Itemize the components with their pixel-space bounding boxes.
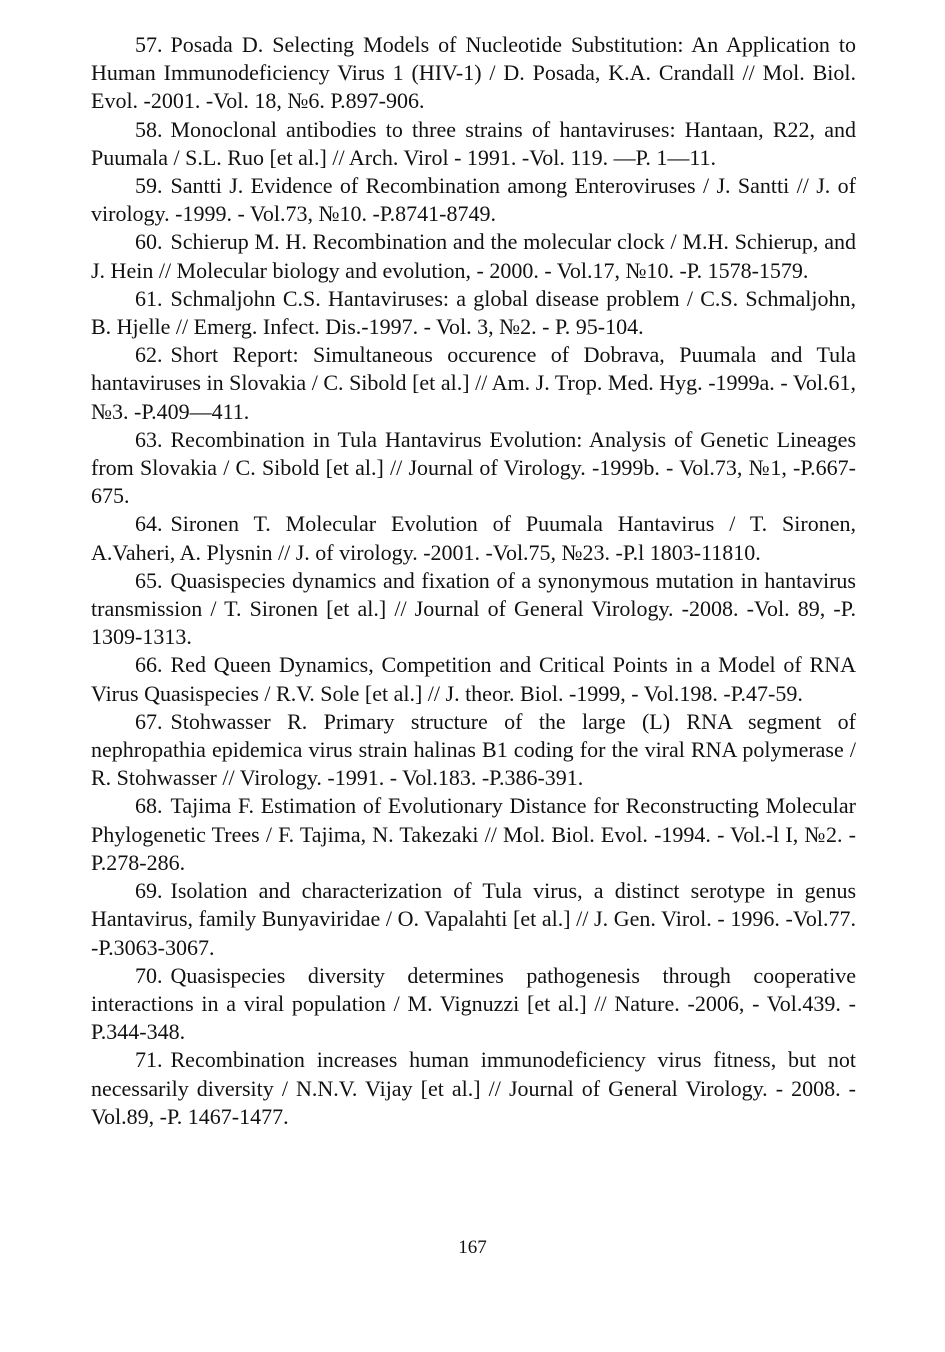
- reference-text: Quasispecies diversity determines pathogenesis through cooperative interactions in a viral population / M. Vignuzzi [et al.] // Nature. -2006, - Vol.439. -P.344-348.: [91, 962, 856, 1045]
- reference-number: 58.: [135, 116, 163, 142]
- reference-number: 67.: [135, 708, 163, 734]
- page-number: 167: [458, 1237, 487, 1258]
- reference-page: [91, 31, 856, 1131]
- reference-number: 66.: [135, 652, 163, 678]
- reference-number: 60.: [135, 229, 163, 255]
- reference-item-64: [91, 510, 856, 566]
- reference-text: Short Report: Simultaneous occurence of Dobrava, Puumala and Tula hantaviruses in Slovakia / C. Sibold [et al.] // Am. J. Trop. Med. Hyg. -1999a. - Vol.61, №3. -P.409—411.: [91, 342, 856, 424]
- reference-item-66: [91, 651, 856, 707]
- reference-number: 68.: [135, 793, 163, 819]
- reference-text: Recombination increases human immunodeficiency virus fitness, but not necessarily diversity / N.N.V. Vijay [et al.] // Journal of General Virology. - 2008. -Vol.89, -P. 1467-1477.: [91, 1047, 856, 1129]
- reference-text: Monoclonal antibodies to three strains of hantaviruses: Hantaan, R22, and Puumala / S.L. Ruo [et al.] // Arch. Virol - 1991. -Vol. 119. —P. 1—11.: [91, 116, 856, 170]
- reference-number: 64.: [135, 511, 163, 537]
- reference-item-68: [91, 792, 856, 877]
- reference-item-63: [91, 426, 856, 511]
- reference-number: 65.: [135, 567, 163, 593]
- reference-item-65: [91, 567, 856, 652]
- reference-list: [91, 31, 856, 1131]
- reference-text: Sironen T. Molecular Evolution of Puumala Hantavirus / T. Sironen, A.Vaheri, A. Plysnin // J. of virology. -2001. -Vol.75, №23. -P.l 1803-11810.: [91, 511, 856, 565]
- reference-number: 62.: [135, 342, 163, 368]
- reference-number: 63.: [135, 426, 163, 452]
- reference-item-71: [91, 1046, 856, 1131]
- reference-number: 59.: [135, 173, 163, 199]
- reference-text: Schmaljohn C.S. Hantaviruses: a global disease problem / C.S. Schmaljohn, B. Hjelle // Emerg. Infect. Dis.-1997. - Vol. 3, №2. - P. 95-104.: [91, 285, 856, 340]
- reference-item-70: [91, 962, 856, 1047]
- reference-text: Recombination in Tula Hantavirus Evolution: Analysis of Genetic Lineages from Slovakia / C. Sibold [et al.] // Journal of Virology. -1999b. - Vol.73, №1, -P.667-675.: [91, 426, 856, 509]
- reference-item-59: [91, 172, 856, 228]
- reference-text: Isolation and characterization of Tula virus, a distinct serotype in genus Hantavirus, family Bunyaviridae / O. Vapalahti [et al.] // J. Gen. Virol. - 1996. -Vol.77. -P.3063-3067.: [91, 878, 856, 960]
- reference-item-57: [91, 31, 856, 116]
- reference-item-60: [91, 228, 856, 284]
- reference-item-67: [91, 708, 856, 793]
- reference-text: Stohwasser R. Primary structure of the large (L) RNA segment of nephropathia epidemica virus strain halinas B1 coding for the viral RNA polymerase / R. Stohwasser // Virology. -1991. - Vol.183. -P.386-391.: [91, 708, 856, 791]
- reference-item-69: [91, 877, 856, 962]
- reference-text: Schierup M. H. Recombination and the molecular clock / M.H. Schierup, and J. Hein // Molecular biology and evolution, - 2000. - Vol.17, №10. -P. 1578-1579.: [91, 229, 856, 283]
- reference-number: 70.: [135, 962, 163, 988]
- reference-text: Quasispecies dynamics and fixation of a synonymous mutation in hantavirus transmission / T. Sironen [et al.] // Journal of General Virology. -2008. -Vol. 89, -P. 1309-1313.: [91, 567, 856, 650]
- reference-text: Posada D. Selecting Models of Nucleotide Substitution: An Application to Human Immunodeficiency Virus 1 (HIV-1) / D. Posada, K.A. Crandall // Mol. Biol. Evol. -2001. -Vol. 18, №6. P.897-906.: [91, 32, 856, 114]
- reference-item-58: [91, 116, 856, 172]
- reference-number: 69.: [135, 878, 163, 904]
- reference-number: 57.: [135, 32, 163, 57]
- reference-text: Red Queen Dynamics, Competition and Critical Points in a Model of RNA Virus Quasispecies / R.V. Sole [et al.] // J. theor. Biol. -1999, - Vol.198. -P.47-59.: [91, 652, 856, 706]
- reference-number: 61.: [135, 285, 163, 311]
- reference-item-61: [91, 285, 856, 341]
- reference-item-62: [91, 341, 856, 426]
- reference-text: Tajima F. Estimation of Evolutionary Distance for Reconstructing Molecular Phylogenetic Trees / F. Tajima, N. Takezaki // Mol. Biol. Evol. -1994. - Vol.-l I, №2. -P.278-286.: [91, 793, 856, 875]
- reference-number: 71.: [135, 1047, 163, 1073]
- reference-text: Santti J. Evidence of Recombination among Enteroviruses / J. Santti // J. of virology. -1999. - Vol.73, №10. -P.8741-8749.: [91, 173, 856, 227]
